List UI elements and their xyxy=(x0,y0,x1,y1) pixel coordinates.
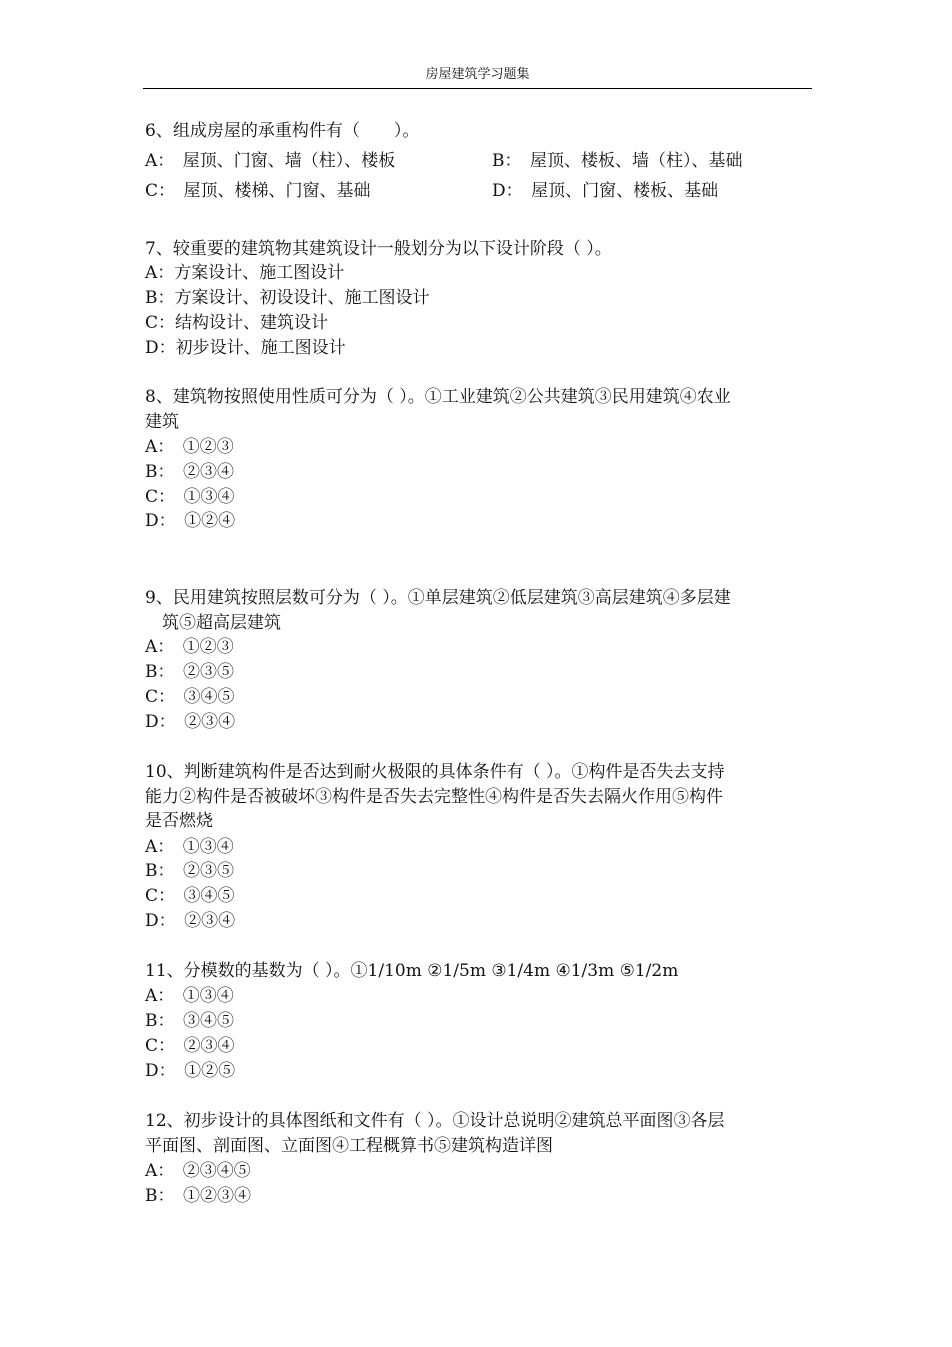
question-8-option-d: D： ①②④ xyxy=(145,511,236,531)
question-7-option-a: A：方案设计、施工图设计 xyxy=(145,263,345,283)
question-10-stem-line-2: 能力②构件是否被破坏③构件是否失去完整性④构件是否失去隔火作用⑤构件 xyxy=(145,787,723,807)
question-9-option-c: C： ③④⑤ xyxy=(145,687,235,707)
question-7-option-c: C：结构设计、建筑设计 xyxy=(145,313,329,333)
question-12-stem-line-2: 平面图、剖面图、立面图④工程概算书⑤建筑构造详图 xyxy=(145,1136,553,1156)
question-9-stem-line-2: 筑⑤超高层建筑 xyxy=(145,613,281,633)
question-11-option-d: D： ①②⑤ xyxy=(145,1061,236,1081)
question-10-option-c: C： ③④⑤ xyxy=(145,886,235,906)
question-9-option-b: B： ②③⑤ xyxy=(145,662,234,682)
question-12-option-a: A： ②③④⑤ xyxy=(145,1161,251,1181)
question-10-stem-line-1: 10、判断建筑构件是否达到耐火极限的具体条件有（ ）。①构件是否失去支持 xyxy=(145,762,725,782)
question-9-option-a: A： ①②③ xyxy=(145,637,234,657)
question-8-stem-line-2: 建筑 xyxy=(145,412,179,432)
question-6-stem: 6、组成房屋的承重构件有（ ）。 xyxy=(145,121,420,141)
question-12-option-b: B： ①②③④ xyxy=(145,1186,251,1206)
question-6-option-a: A： 屋顶、门窗、墙（柱）、楼板 xyxy=(145,151,396,171)
question-9-option-d: D： ②③④ xyxy=(145,712,236,732)
header-divider xyxy=(143,88,812,89)
question-10-option-b: B： ②③⑤ xyxy=(145,861,234,881)
question-7-option-d: D：初步设计、施工图设计 xyxy=(145,338,346,358)
page-header-title: 房屋建筑学习题集 xyxy=(425,67,530,82)
question-10-option-a: A： ①③④ xyxy=(145,837,234,857)
question-6-option-c: C： 屋顶、楼梯、门窗、基础 xyxy=(145,181,371,201)
question-8-option-c: C： ①③④ xyxy=(145,487,235,507)
question-6-option-d: D： 屋顶、门窗、楼板、基础 xyxy=(492,181,719,201)
question-12-stem-line-1: 12、初步设计的具体图纸和文件有（ ）。①设计总说明②建筑总平面图③各层 xyxy=(145,1111,725,1131)
question-8-stem-line-1: 8、建筑物按照使用性质可分为（ ）。①工业建筑②公共建筑③民用建筑④农业 xyxy=(145,387,731,407)
question-7-stem: 7、较重要的建筑物其建筑设计一般划分为以下设计阶段（ ）。 xyxy=(145,239,612,259)
question-10-option-d: D： ②③④ xyxy=(145,911,236,931)
question-11-option-c: C： ②③④ xyxy=(145,1036,235,1056)
question-7-option-b: B：方案设计、初设设计、施工图设计 xyxy=(145,288,430,308)
question-6-option-b: B： 屋顶、楼板、墙（柱）、基础 xyxy=(492,151,743,171)
question-11-option-b: B： ③④⑤ xyxy=(145,1011,234,1031)
question-8-option-b: B： ②③④ xyxy=(145,462,234,482)
question-9-stem-line-1: 9、民用建筑按照层数可分为（ ）。①单层建筑②低层建筑③高层建筑④多层建 xyxy=(145,588,731,608)
question-8-option-a: A： ①②③ xyxy=(145,437,234,457)
question-11-option-a: A： ①③④ xyxy=(145,986,234,1006)
question-11-stem: 11、分模数的基数为（ ）。①1/10m ②1/5m ③1/4m ④1/3m ⑤1/2m xyxy=(145,961,679,981)
question-10-stem-line-3: 是否燃烧 xyxy=(145,811,213,831)
